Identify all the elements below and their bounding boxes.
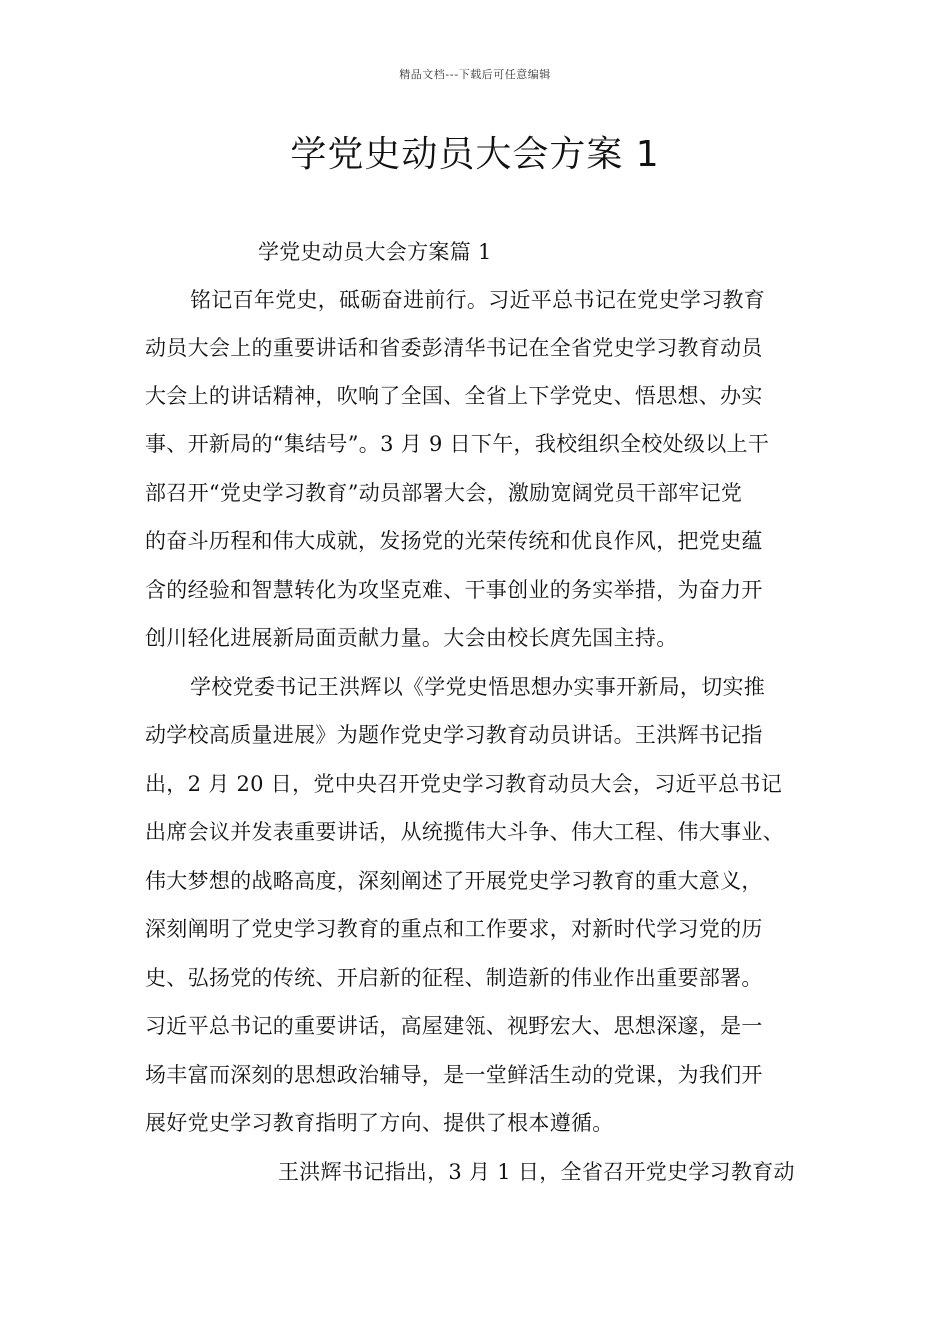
document-title: 学党史动员大会方案 1	[290, 134, 660, 175]
paragraph-line: 展好党史学习教育指明了方向、提供了根本遵循。	[145, 1111, 614, 1135]
paragraph-line: 部召开“党史学习教育”动员部署大会，激励宽阔党员干部牢记党	[145, 481, 743, 505]
paragraph-line: 事、开新局的“集结号”。3 月 9 日下午，我校组织全校处级以上干	[145, 432, 770, 456]
header-note: 精品文档---下载后可任意编辑	[399, 68, 551, 81]
paragraph-line: 铭记百年党史，砥砺奋进前行。习近平总书记在党史学习教育	[190, 288, 766, 312]
paragraph-line: 王洪辉书记指出，3 月 1 日，全省召开党史学习教育动	[278, 1160, 795, 1184]
paragraph-line: 的奋斗历程和伟大成就，发扬党的光荣传统和优良作风，把党史蕴	[145, 529, 763, 553]
document-subtitle: 学党史动员大会方案篇 1	[258, 240, 492, 264]
paragraph-line: 深刻阐明了党史学习教育的重点和工作要求，对新时代学习党的历	[145, 917, 763, 941]
paragraph-line: 动员大会上的重要讲话和省委彭清华书记在全省党史学习教育动员	[145, 336, 763, 360]
paragraph-line: 大会上的讲话精神，吹响了全国、全省上下学党史、悟思想、办实	[145, 384, 763, 408]
paragraph-line: 出，2 月 20 日，党中央召开党史学习教育动员大会，习近平总书记	[145, 772, 783, 796]
paragraph-line: 场丰富而深刻的思想政治辅导，是一堂鲜活生动的党课，为我们开	[145, 1063, 763, 1087]
paragraph-line: 创川轻化进展新局面贡献力量。大会由校长庹先国主持。	[145, 626, 678, 650]
paragraph-line: 出席会议并发表重要讲话，从统揽伟大斗争、伟大工程、伟大事业、	[145, 820, 784, 844]
paragraph-line: 伟大梦想的战略高度，深刻阐述了开展党史学习教育的重大意义，	[145, 869, 763, 893]
paragraph-line: 学校党委书记王洪辉以《学党史悟思想办实事开新局，切实推	[190, 675, 766, 699]
paragraph-line: 史、弘扬党的传统、开启新的征程、制造新的伟业作出重要部署。	[145, 966, 763, 990]
paragraph-line: 习近平总书记的重要讲话，高屋建瓴、视野宏大、思想深邃，是一	[145, 1014, 763, 1038]
paragraph-line: 含的经验和智慧转化为攻坚克难、干事创业的务实举措，为奋力开	[145, 578, 763, 602]
paragraph-line: 动学校高质量进展》为题作党史学习教育动员讲话。王洪辉书记指	[145, 723, 763, 747]
